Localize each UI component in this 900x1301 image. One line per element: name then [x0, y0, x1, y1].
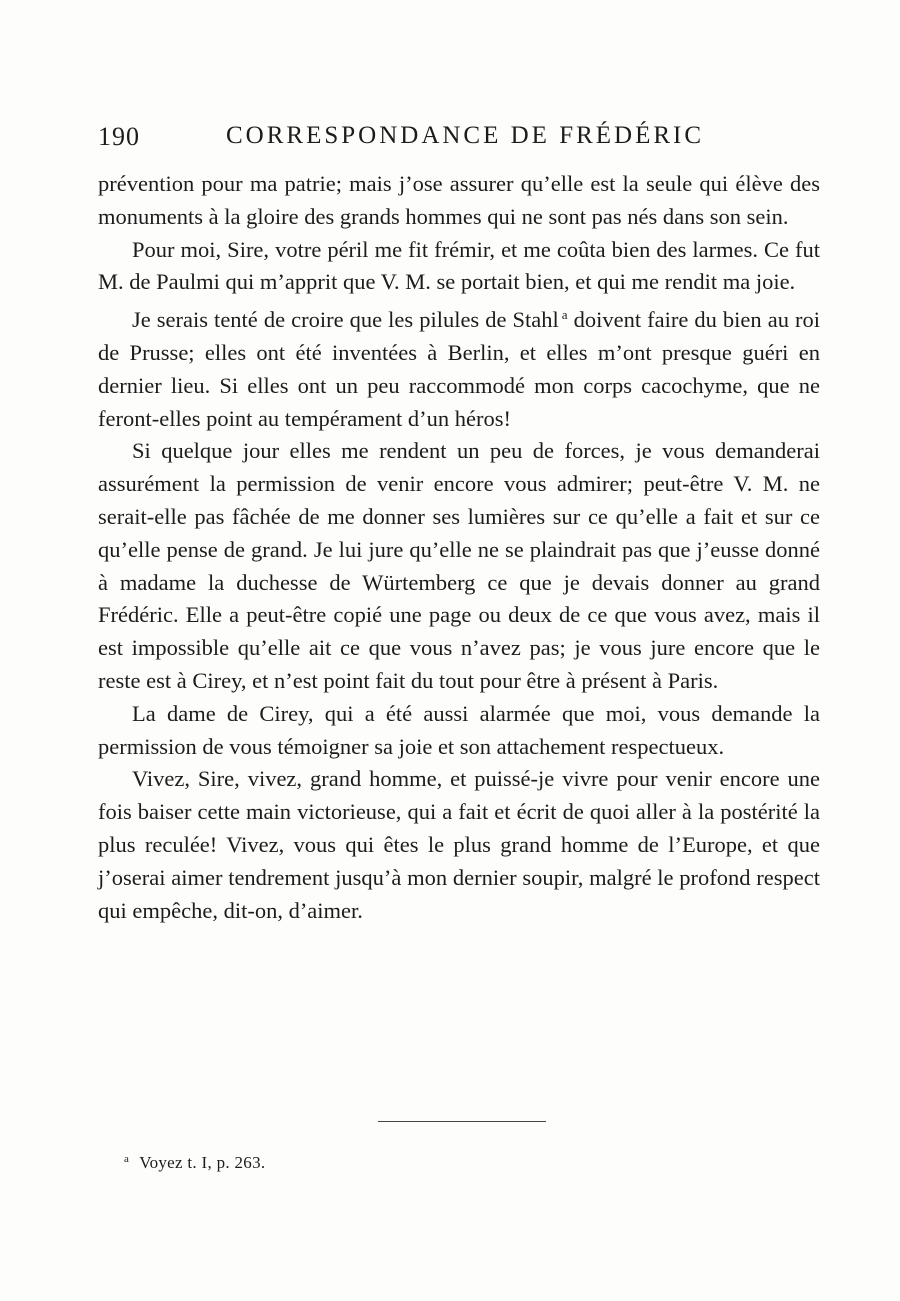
paragraph-continued: prévention pour ma patrie; mais j’ose assurer qu’elle est la seule qui élève des monuments à la gloire des grands hommes qui ne sont pas nés dans son sein. [98, 171, 820, 229]
running-title: CORRESPONDANCE DE FRÉDÉRIC [226, 122, 705, 149]
footnote-divider [378, 1121, 546, 1122]
paragraph: Vivez, Sire, vivez, grand homme, et puissé-je vivre pour venir encore une fois baiser cette main victorieuse, qui a fait et écrit de quoi aller à la postérité la plus reculée! Vivez, vous qui êtes le plus grand homme de l’Europe, et que j’oserai aimer tendrement jusqu’à mon dernier soupir, malgré le profond respect qui empêche, dit-on, d’aimer. [98, 766, 820, 923]
paragraph-text: Je serais tenté de croire que les pilules de Stahl [132, 307, 559, 333]
footnote-mark: a [124, 1153, 130, 1165]
paragraph: Pour moi, Sire, votre péril me fit frémir, et me coûta bien des larmes. Ce fut M. de Paulmi qui m’apprit que V. M. se portait bien, et qui me rendit ma joie. [98, 236, 820, 295]
paragraph: Si quelque jour elles me rendent un peu de forces, je vous demanderai assurément la permission de venir encore vous admirer; peut-être V. M. ne serait-elle pas fâchée de me donner ses lumières sur ce qu’elle a fait et sur ce qu’elle pense de grand. Je lui jure qu’elle ne se plaindrait pas que j’eusse donné à madame la duchesse de Würtemberg ce que je devais donner au grand Frédéric. Elle a peut-être copié une page ou deux de ce que vous avez, mais il est impossible qu’elle ait ce que vous n’avez pas; je vous jure encore que le reste est à Cirey, et n’est point fait du tout pour être à présent à Paris. [98, 438, 820, 693]
page-number: 190 [98, 122, 140, 151]
footnote-text: Voyez t. I, p. 263. [139, 1153, 266, 1172]
footnote-reference: a [561, 307, 568, 323]
running-head [98, 118, 818, 158]
footnote [124, 1153, 265, 1173]
paragraph: La dame de Cirey, qui a été aussi alarmée que moi, vous demande la permission de vous témoigner sa joie et son attachement respectueux. [98, 700, 820, 759]
letter-body [98, 168, 820, 927]
paragraph-text: doivent faire du bien au roi de Prusse; elles ont été inventées à Berlin, et elles m’ont presque guéri en dernier lieu. Si elles ont un peu raccommodé mon corps cacochyme, que ne feront-elles point au tempérament d’un héros! [98, 307, 820, 431]
paragraph-with-note [98, 299, 820, 435]
